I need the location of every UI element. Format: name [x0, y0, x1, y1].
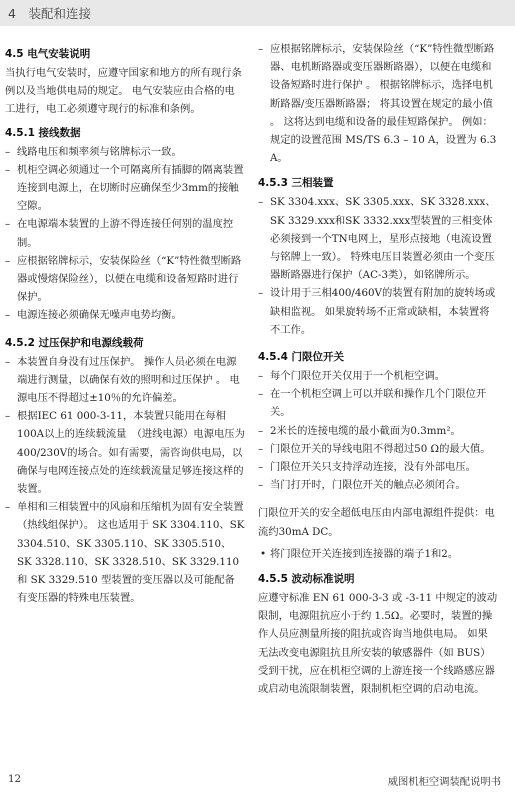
- document-title: 威图机柜空调装配说明书: [387, 776, 501, 788]
- list-item: – 根据IEC 61 000-3-11，本装置只能用在每相100A以上的连续载流量 （进线电源）电源电压为400/230V的场合。如有需要，需咨询供电局，以确保与电网连接点处的连续载流量足够连接这样的装置。: [5, 407, 245, 498]
- list-item: – 每个门限位开关仅用于一个机柜空调。: [258, 367, 498, 385]
- list-item: – 线路电压和频率须与铭牌标示一致。: [5, 143, 245, 161]
- list-item: – 门限位开关只支持浮动连接，没有外部电压。: [258, 458, 498, 476]
- list-item: – 2米长的连接电缆的最小截面为0.3mm²。: [258, 422, 498, 440]
- list-item: – 机柜空调必须通过一个可隔离所有插脚的隔离装置连接到电源上，在切断时应确保至少3mm的接触空隙。: [5, 161, 245, 216]
- section-4-5-2-heading: 4.5.2 过压保护和电源线载荷: [5, 336, 144, 349]
- section-4-5-3-heading: 4.5.3 三相装置: [258, 177, 334, 190]
- section-4-5-4-text: 门限位开关的安全超低电压由内部电源组件提供：电流约30mA DC。: [258, 507, 495, 538]
- section-4-5-heading: 4.5 电气安装说明: [5, 48, 91, 60]
- list-item: – 在一个机柜空调上可以并联和操作几个门限位开关。: [258, 385, 498, 421]
- section-4-5-5-heading: 4.5.5 波动标准说明: [258, 573, 355, 586]
- right-column: [258, 40, 498, 702]
- section-4-5-4-heading: 4.5.4 门限位开关: [258, 351, 345, 364]
- section-4-5-1-heading: 4.5.1 接线数据: [5, 126, 81, 139]
- page-header: [0, 0, 515, 26]
- spacer: [258, 494, 498, 504]
- list-item: – 应根据铭牌标示，安装保险丝（“K”特性微型断路器、电机断路器或变压器断路器），以便在电缆和设备短路时进行保护 。 根据铭牌标示，选择电机断路器/变压器断路器； 将其设置在规定的最小值 。 这将达到电缆和设备的最佳短路保护。 例如：规定的设置范围 MS/TS 6.3 – 10 A，设置为 6.3 A。: [258, 40, 498, 167]
- list-item: – 在电源端本装置的上游不得连接任何别的温度控制。: [5, 215, 245, 251]
- list-item: – 门限位开关的导线电阻不得超过50 Ω的最大值。: [258, 440, 498, 458]
- section-4-5-text: 当执行电气安装时，应遵守国家和地方的所有现行条例以及当地供电局的规定。 电气安装应由合格的电工进行，电工必须遵守现行的标准和条例。: [5, 67, 242, 116]
- list-item: – 单相和三相装置中的风扇和压缩机为固有安全装置（热线组保护）。 这也适用于 SK 3304.110、SK 3304.510、SK 3305.110、SK 3305.510、SK 3328.110、SK 3328.510、SK 3329.110 和 SK 3329.510 型装置的变压器以及可能配备有变压器的特殊电压装置。: [5, 498, 245, 607]
- list-item: – SK 3304.xxx、SK 3305.xxx、SK 3328.xxx、SK 3329.xxx和SK 3332.xxx型装置的三相变体必须接到一个TN电网上，星形点接地（电流设置与铭牌上一致）。 特殊电压目装置必须由一个变压器断路器进行保护（AC-3类），如铭牌所示。: [258, 193, 498, 284]
- list-item: – 本装置自身没有过压保护。 操作人员必须在电源端进行测量，以确保有效的照明和过压保护 。 电源电压不得超过±10％的允许偏差。: [5, 353, 245, 408]
- list-item: – 设计用于三相400/460V的装置有附加的旋转场或缺相监视。 如果旋转场不正常或缺相，本装置将不工作。: [258, 284, 498, 339]
- left-column: [5, 40, 245, 607]
- section-4-5-5-text: 应遵守标准 EN 61 000-3-3 或 -3-11 中规定的波动限制，电源阻抗应小于约 1.5Ω。必要时，装置的操作人员应测量所接的阻抗或咨询当地供电局。 如果无法改变电源阻抗且所安装的敏感器件（如 BUS）受到干扰，应在机柜空调的上游连接一个线路感应器或启动电流限制装置，限制机柜空调的启动电流。: [258, 592, 498, 696]
- list-item: – 当门打开时，门限位开关的触点必须闭合。: [258, 476, 498, 494]
- list-item: – 应根据铭牌标示，安装保险丝（“K”特性微型断路器或慢熔保险丝），以便在电缆和设备短路时进行保护。: [5, 252, 245, 307]
- page-number: 12: [8, 773, 22, 785]
- chapter-title: 4 装配和连接: [8, 6, 91, 21]
- bullet-item: • 将门限位开关连接到连接器的端子1和2。: [258, 545, 498, 563]
- list-item: – 电源连接必须确保无噪声电势均衡。: [5, 306, 245, 324]
